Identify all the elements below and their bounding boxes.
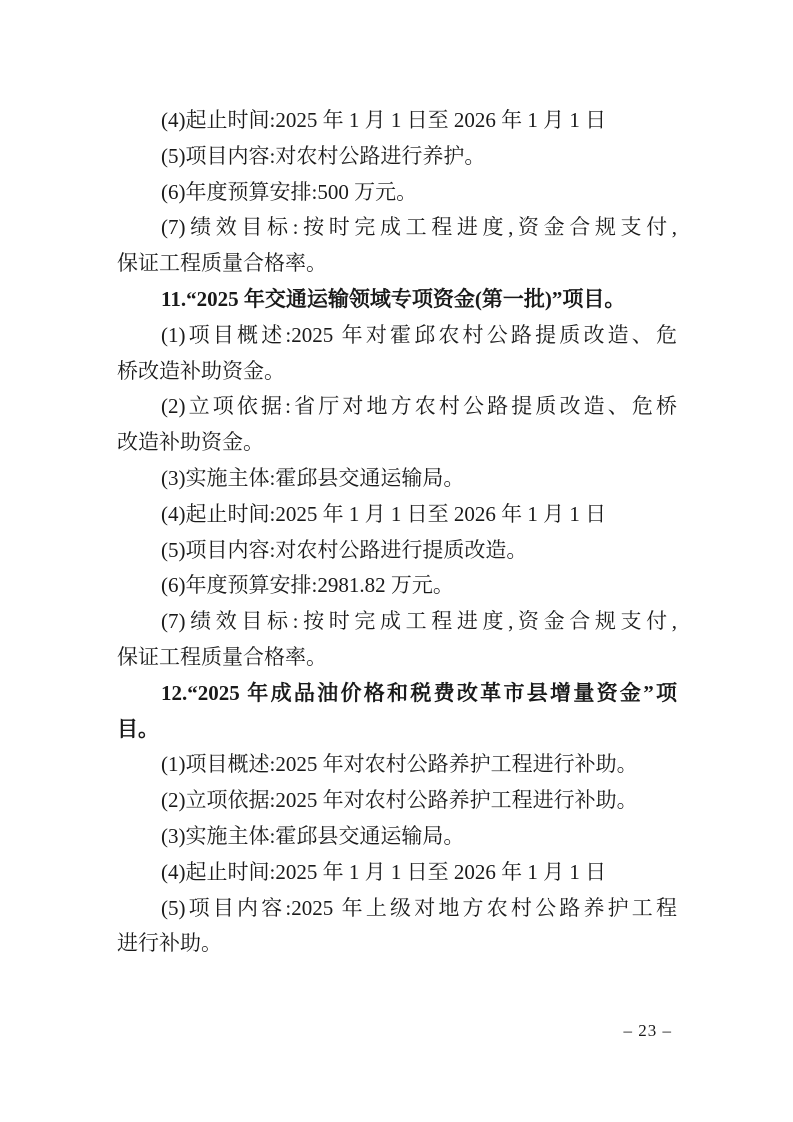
paragraph-line: (6)年度预算安排:2981.82 万元。	[161, 573, 454, 598]
paragraph-line: (7)绩效目标:按时完成工程进度,资金合规支付,	[161, 215, 677, 240]
paragraph-line: (7)绩效目标:按时完成工程进度,资金合规支付,	[161, 609, 677, 634]
paragraph-line: (3)实施主体:霍邱县交通运输局。	[161, 823, 465, 848]
heading-line: 12.“2025 年成品油价格和税费改革市县增量资金”项	[161, 680, 677, 705]
heading-line: 11.“2025 年交通运输领域专项资金(第一批)”项目。	[161, 286, 626, 311]
paragraph-line: (1)项目概述:2025 年对霍邱农村公路提质改造、危	[161, 322, 677, 347]
paragraph-line: (3)实施主体:霍邱县交通运输局。	[161, 465, 465, 490]
paragraph-line: 改造补助资金。	[117, 430, 264, 455]
paragraph-line: (6)年度预算安排:500 万元。	[161, 179, 418, 204]
paragraph-line: 桥改造补助资金。	[117, 358, 285, 383]
document-content	[117, 103, 677, 962]
paragraph-line: (2)立项依据:2025 年对农村公路养护工程进行补助。	[161, 788, 638, 813]
paragraph-line: (1)项目概述:2025 年对农村公路养护工程进行补助。	[161, 752, 638, 777]
paragraph-line: (5)项目内容:对农村公路进行养护。	[161, 143, 486, 168]
paragraph-line: (4)起止时间:2025 年 1 月 1 日至 2026 年 1 月 1 日	[161, 108, 607, 132]
paragraph-line: 保证工程质量合格率。	[117, 644, 327, 669]
paragraph-line: 保证工程质量合格率。	[117, 251, 327, 276]
paragraph-line: 进行补助。	[117, 931, 222, 956]
paragraph-line: (5)项目内容:对农村公路进行提质改造。	[161, 537, 528, 562]
paragraph-line: (2)立项依据:省厅对地方农村公路提质改造、危桥	[161, 394, 677, 419]
heading-line: 目。	[117, 716, 159, 741]
page-number: – 23 –	[623, 1021, 672, 1040]
paragraph-line: (5)项目内容:2025 年上级对地方农村公路养护工程	[161, 895, 677, 920]
paragraph-line: (4)起止时间:2025 年 1 月 1 日至 2026 年 1 月 1 日	[161, 501, 607, 526]
paragraph-line: (4)起止时间:2025 年 1 月 1 日至 2026 年 1 月 1 日	[161, 859, 607, 884]
